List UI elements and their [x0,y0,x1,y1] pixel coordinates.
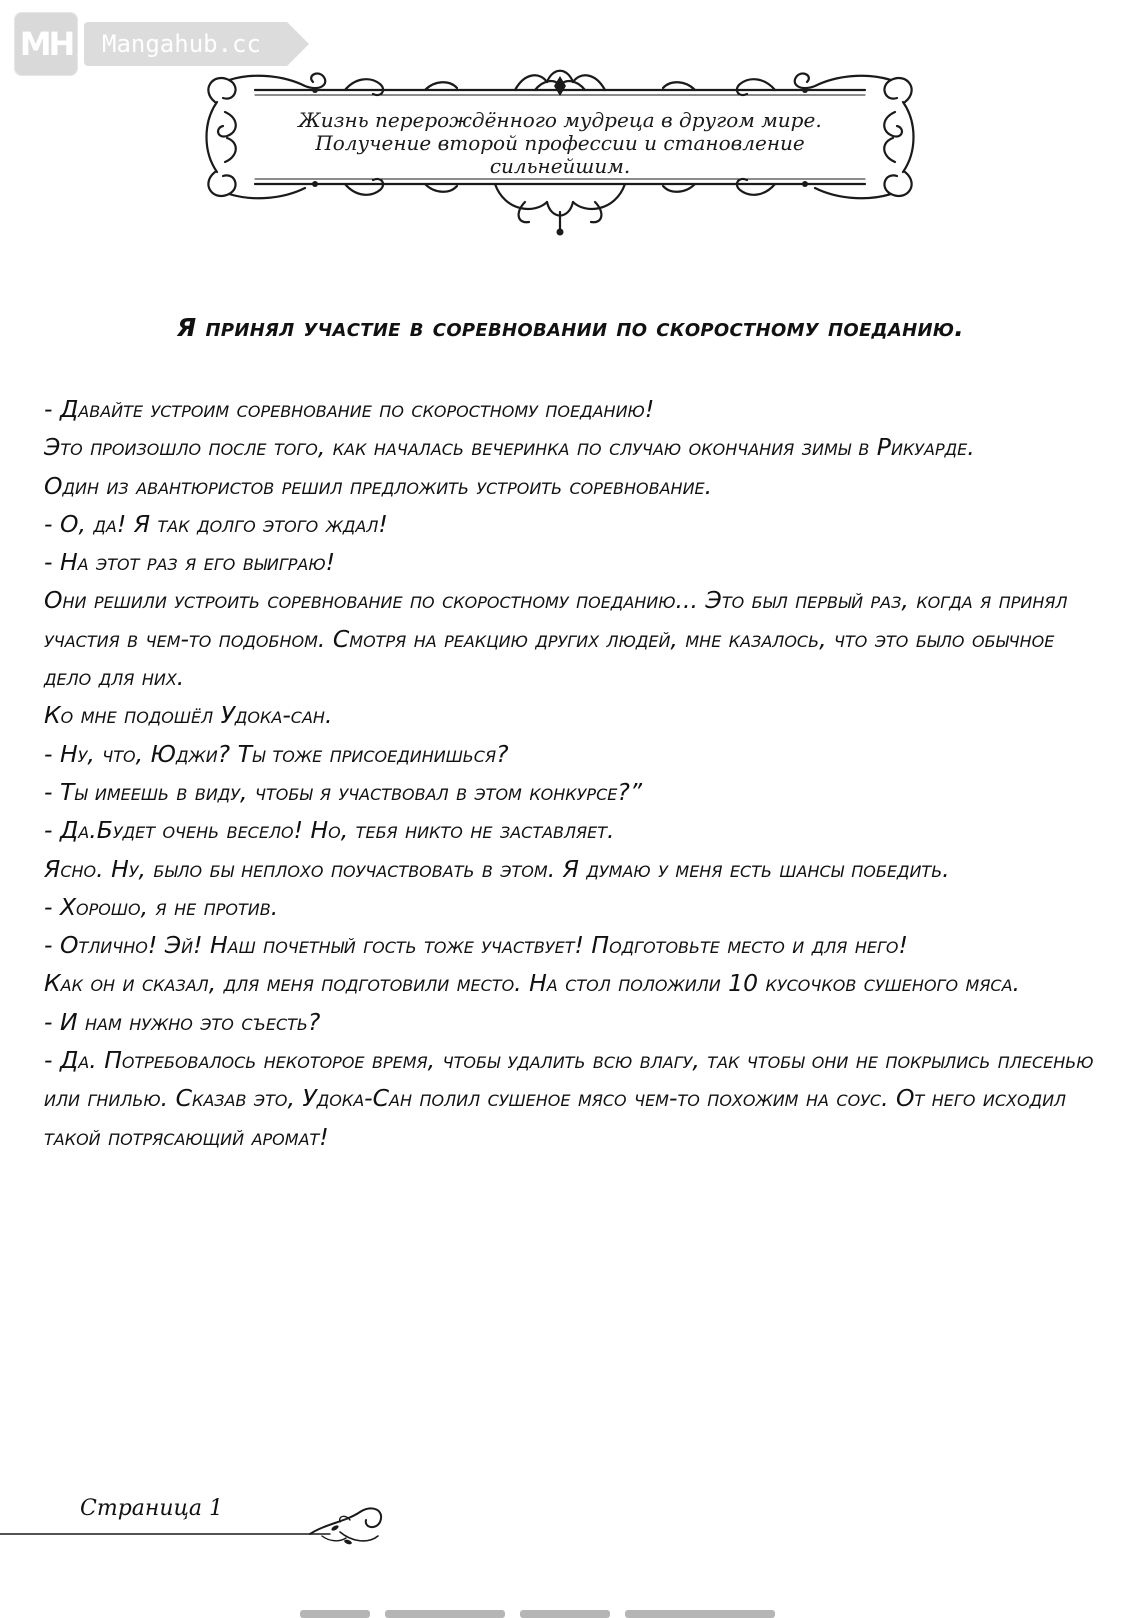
paragraph: - Давайте устроим соревнование по скоростному поеданию! [44,395,655,423]
next-page-bleed [300,1604,800,1618]
chapter-body [44,390,1109,1156]
paragraph: Ко мне подошёл Удока-сан. [44,701,333,730]
paragraph: Они решили устроить соревнование по скоростному поеданию... Это был первый раз, когда я принял участия в чем-то подобном. Смотря на реакцию других людей, мне казалось, что это было обычное дело для них. [44,586,1068,692]
page-footer [0,1492,420,1552]
paragraph: Один из авантюристов решил предложить устроить соревнование. [44,471,713,500]
header-title [275,109,845,178]
paragraph: - Ты имеешь в виду, чтобы я участвовал в этом конкурсе?” [44,777,642,806]
chapter-title: Я принял участие в соревновании по скоростному поеданию. [176,313,965,342]
paragraph: - Хорошо, я не против. [44,892,279,921]
paragraph: - И нам нужно это съесть? [44,1007,321,1036]
paragraph: - Отлично! Эй! Наш почетный гость тоже участвует! Подготовьте место и для него! [44,931,908,960]
paragraph: - На этот раз я его выиграю! [44,548,336,577]
header-title-line: Жизнь перерождённого мудреца в другом мире. [298,108,822,132]
paragraph: Как он и сказал, для меня подготовили место. На стол положили 10 кусочков сушеного мяса. [44,969,1021,998]
header-title-line: Получение второй профессии и становление [315,131,805,155]
header-title-line: сильнейшим. [489,154,631,178]
watermark-site-label: Mangahub.cc [84,22,287,66]
paragraph: - Да. Потребовалось некоторое время, чтобы удалить всю влагу, так чтобы они не покрылись плесенью или гнилью. Сказав это, Удока-Сан полил сушеное мясо чем-то похожим на соус. От него исходил такой потрясающий аромат! [44,1046,1094,1151]
paragraph: Ясно. Ну, было бы неплохо поучаствовать в этом. Я думаю у меня есть шансы победить. [44,854,950,883]
paragraph: - Да.Будет очень весело! Но, тебя никто не заставляет. [44,816,615,845]
paragraph: - Ну, что, Юджи? Ты тоже присоединишься? [44,739,509,768]
paragraph: - О, да! Я так долго этого ждал! [44,509,388,538]
mangahub-logo-icon: MH [14,12,78,76]
header-frame [195,62,925,242]
page-number: Страница 1 [80,1496,224,1521]
paragraph: Это произошло после того, как началась вечеринка по случаю окончания зимы в Рикуарде. [44,433,975,462]
